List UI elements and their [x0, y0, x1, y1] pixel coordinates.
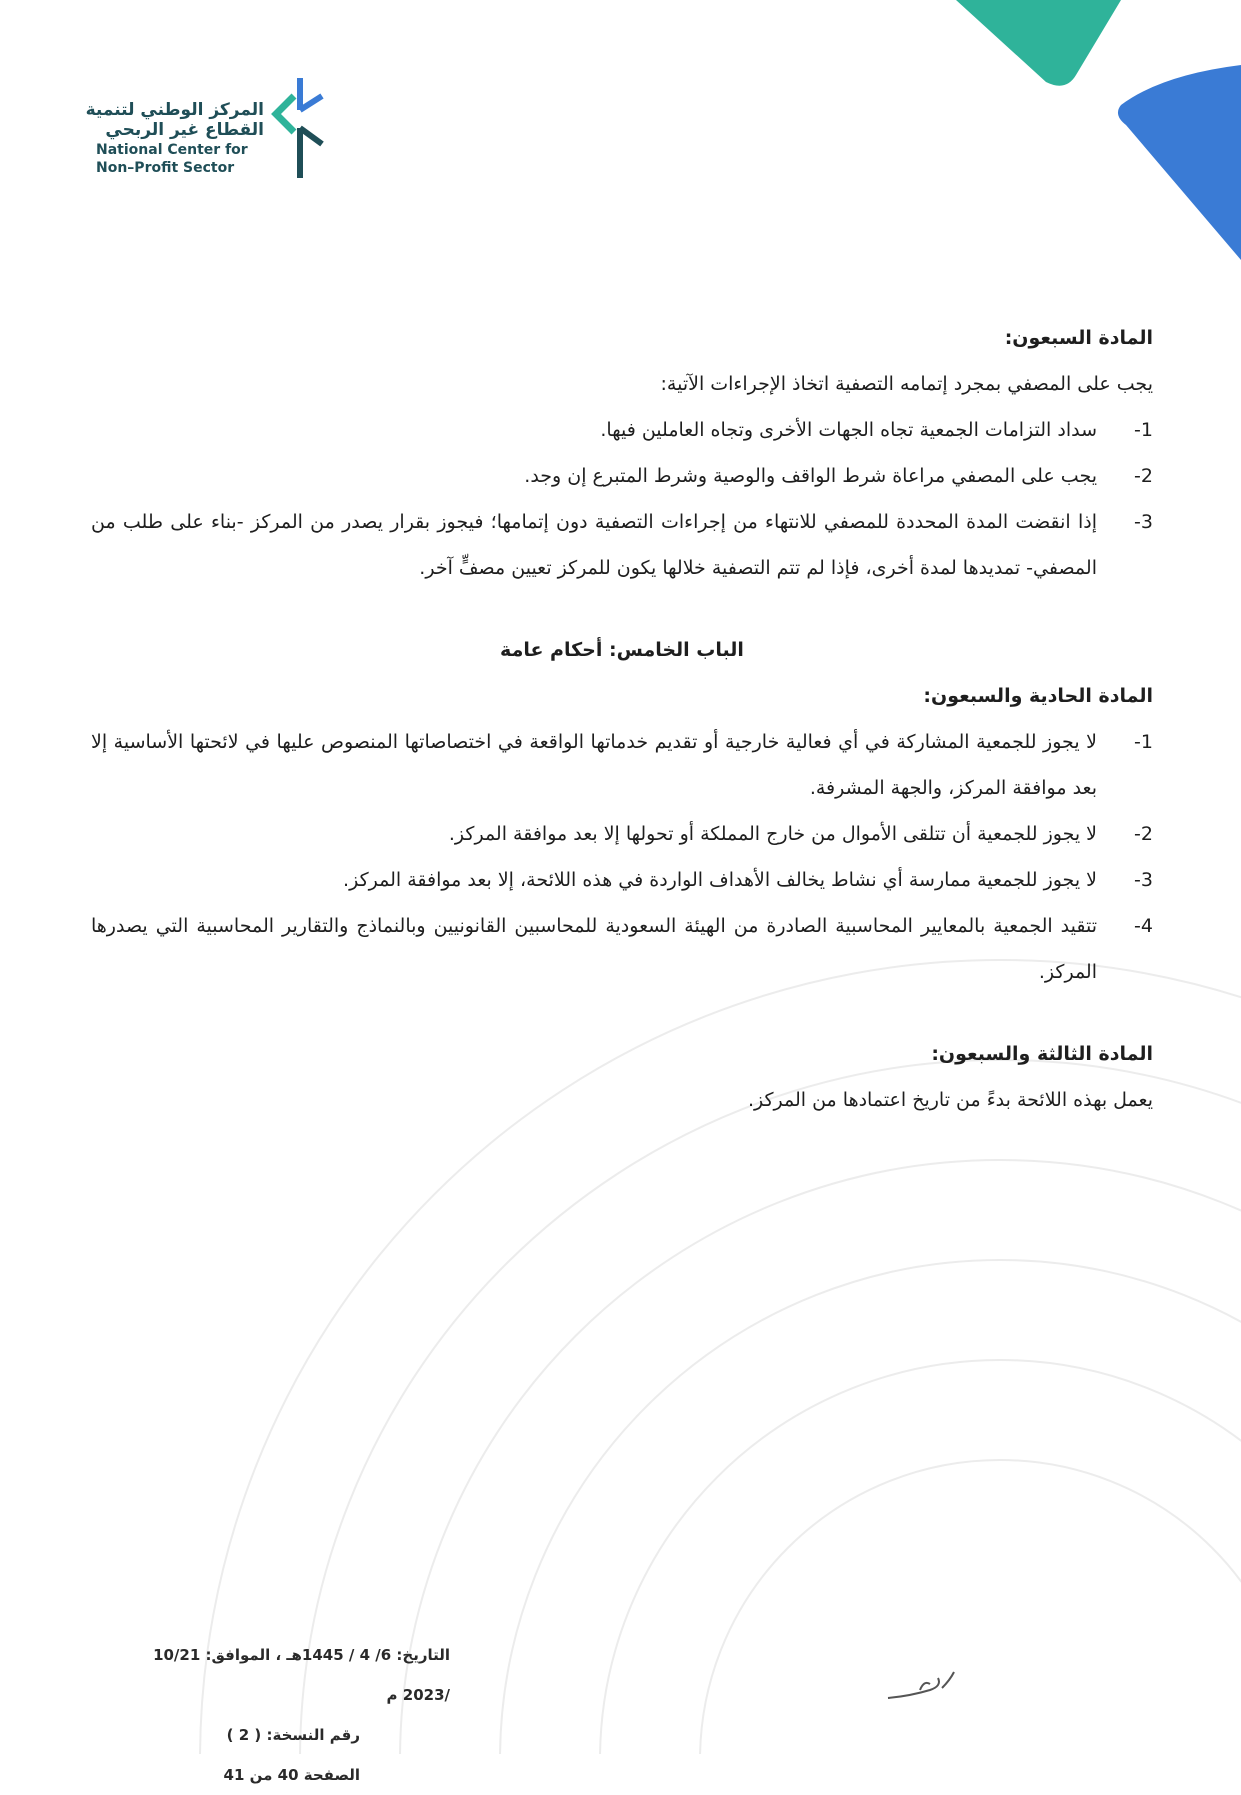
article71-title: المادة الحادية والسبعون:: [923, 685, 1153, 707]
corner-decoration: [921, 0, 1241, 270]
article71-item: 3- لا يجوز للجمعية ممارسة أي نشاط يخالف الأهداف الواردة في هذه اللائحة، إلا بعد موافقة المركز.: [343, 869, 1153, 891]
footer-version: رقم النسخة: ( 2 ): [226, 1726, 360, 1744]
logo-english-line1: National Center for: [96, 142, 248, 158]
article70-item: 3- إذا انقضت المدة المحددة للمصفي للانتهاء من إجراءات التصفية دون إتمامها؛ فيجوز بقرار يصدر من المركز -بناء على طلب من المصفي- تمديدها لمدة أخرى، فإذا لم تتم التصفية خلالها يكون للمركز تعيين مصفٍّ آخر.: [91, 511, 1153, 579]
article71-item: 4- تتقيد الجمعية بالمعايير المحاسبية الصادرة من الهيئة السعودية للمحاسبين القانونيين وبالنماذج والتقارير المحاسبية التي يصدرها المركز.: [91, 915, 1153, 983]
article70-intro: يجب على المصفي بمجرد إتمامه التصفية اتخاذ الإجراءات الآتية:: [660, 373, 1153, 395]
document-footer: [120, 1635, 450, 1795]
organization-logo: [85, 78, 334, 188]
article73-title: المادة الثالثة والسبعون:: [931, 1043, 1153, 1065]
logo-arabic-line2: القطاع غير الربحي: [105, 120, 264, 140]
logo-english-line2: Non–Profit Sector: [96, 160, 235, 176]
footer-page-number: الصفحة 40 من 41: [223, 1766, 360, 1784]
article70-item: 1- سداد التزامات الجمعية تجاه الجهات الأخرى وتجاه العاملين فيها.: [600, 419, 1153, 441]
chapter5-title: الباب الخامس: أحكام عامة: [500, 639, 744, 661]
article70-title: المادة السبعون:: [1004, 327, 1153, 349]
article71-item: 1- لا يجوز للجمعية المشاركة في أي فعالية خارجية أو تقديم خدماتها الواقعة في اختصاصاتها المنصوص عليها في لائحتها الأساسية إلا بعد موافقة المركز، والجهة المشرفة.: [91, 731, 1153, 799]
logo-mark-icon: [264, 78, 334, 178]
logo-arabic-line1: المركز الوطني لتنمية: [85, 100, 264, 120]
footer-date: التاريخ: 6/ 4 / 1445هـ ، الموافق: 10/21 /2023 م: [153, 1646, 450, 1704]
article71-item: 2- لا يجوز للجمعية أن تتلقى الأموال من خارج المملكة أو تحولها إلا بعد موافقة المركز.: [448, 823, 1153, 845]
signature-mark: [880, 1668, 960, 1708]
article73-text: يعمل بهذه اللائحة بدءً من تاريخ اعتمادها من المركز.: [747, 1089, 1153, 1111]
document-body: [91, 315, 1153, 1123]
article70-item: 2- يجب على المصفي مراعاة شرط الواقف والوصية وشرط المتبرع إن وجد.: [524, 465, 1153, 487]
